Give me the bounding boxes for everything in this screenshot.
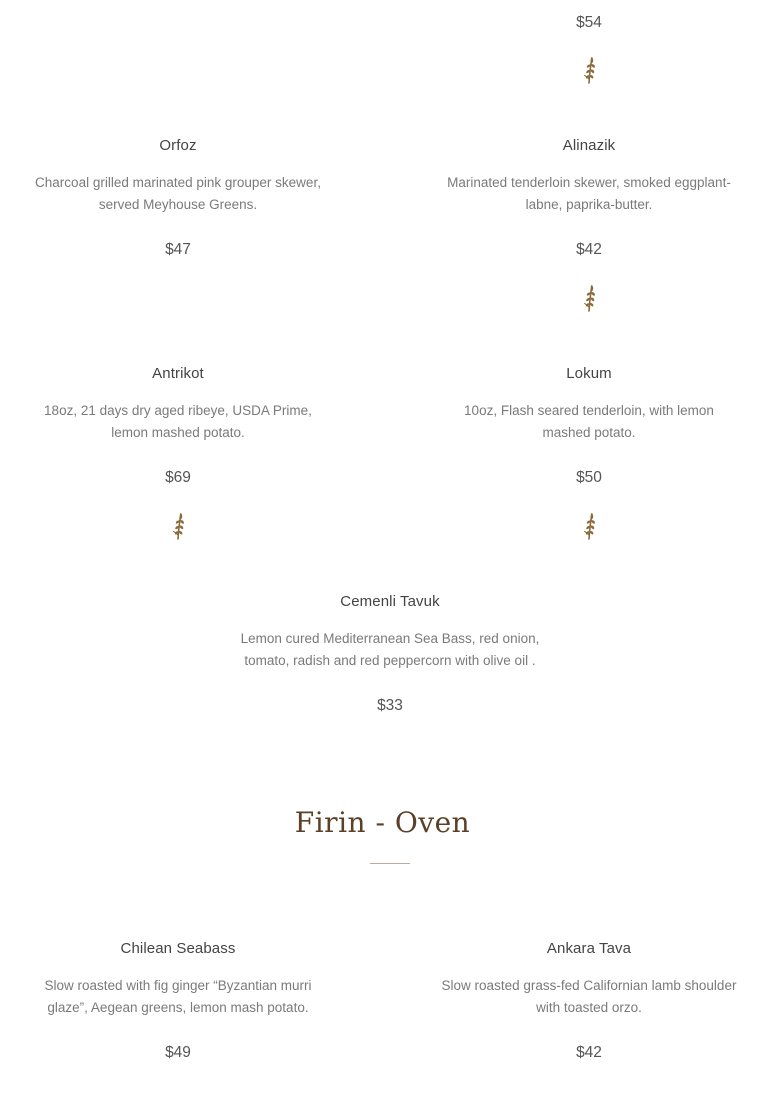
menu-item [235, 593, 545, 715]
menu-item-price: $54 [576, 14, 602, 31]
menu-item-price: $47 [165, 241, 191, 258]
menu-item-description: Lemon cured Mediterranean Sea Bass, red onion, tomato, radish and red peppercorn with olive oil . [240, 631, 540, 668]
menu-item-description: Marinated tenderloin skewer, smoked eggplant-labne, paprika-butter. [447, 175, 731, 212]
menu-item-name: Cemenli Tavuk [340, 593, 440, 610]
wheat-icon [579, 54, 599, 84]
menu-item [440, 137, 738, 259]
menu-item-price: $49 [165, 1044, 191, 1061]
menu-item-description: Slow roasted grass-fed Californian lamb shoulder with toasted orzo. [441, 978, 737, 1015]
menu-item [440, 940, 738, 1062]
menu-item-description: 18oz, 21 days dry aged ribeye, USDA Prime, lemon mashed potato. [44, 403, 312, 440]
menu-item [30, 137, 326, 259]
wheat-icon [168, 510, 188, 540]
menu-item-name: Antrikot [152, 365, 204, 382]
menu-item-price: $42 [576, 241, 602, 258]
menu-item-price: $69 [165, 469, 191, 486]
wheat-icon [579, 510, 599, 540]
menu-item [30, 365, 326, 487]
menu-item-description: Slow roasted with fig ginger “Byzantian murri glaze”, Aegean greens, lemon mash potato. [44, 978, 312, 1015]
menu-item-name: Orfoz [159, 137, 197, 154]
menu-item [440, 365, 738, 487]
section-divider [370, 863, 410, 864]
menu-item [30, 940, 326, 1062]
menu-item-price: $50 [576, 469, 602, 486]
menu-item-description: Charcoal grilled marinated pink grouper skewer, served Meyhouse Greens. [35, 175, 321, 212]
wheat-icon [579, 282, 599, 312]
menu-item-price: $33 [377, 697, 403, 714]
menu-item-description: 10oz, Flash seared tenderloin, with lemon mashed potato. [464, 403, 714, 440]
section-title: Firin - Oven [294, 806, 471, 839]
menu-item-name: Alinazik [562, 137, 616, 154]
menu-item-name: Ankara Tava [546, 940, 632, 957]
menu-item-price: $42 [576, 1044, 602, 1061]
menu-item-name: Chilean Seabass [120, 940, 236, 957]
menu-item-name: Lokum [566, 365, 612, 382]
